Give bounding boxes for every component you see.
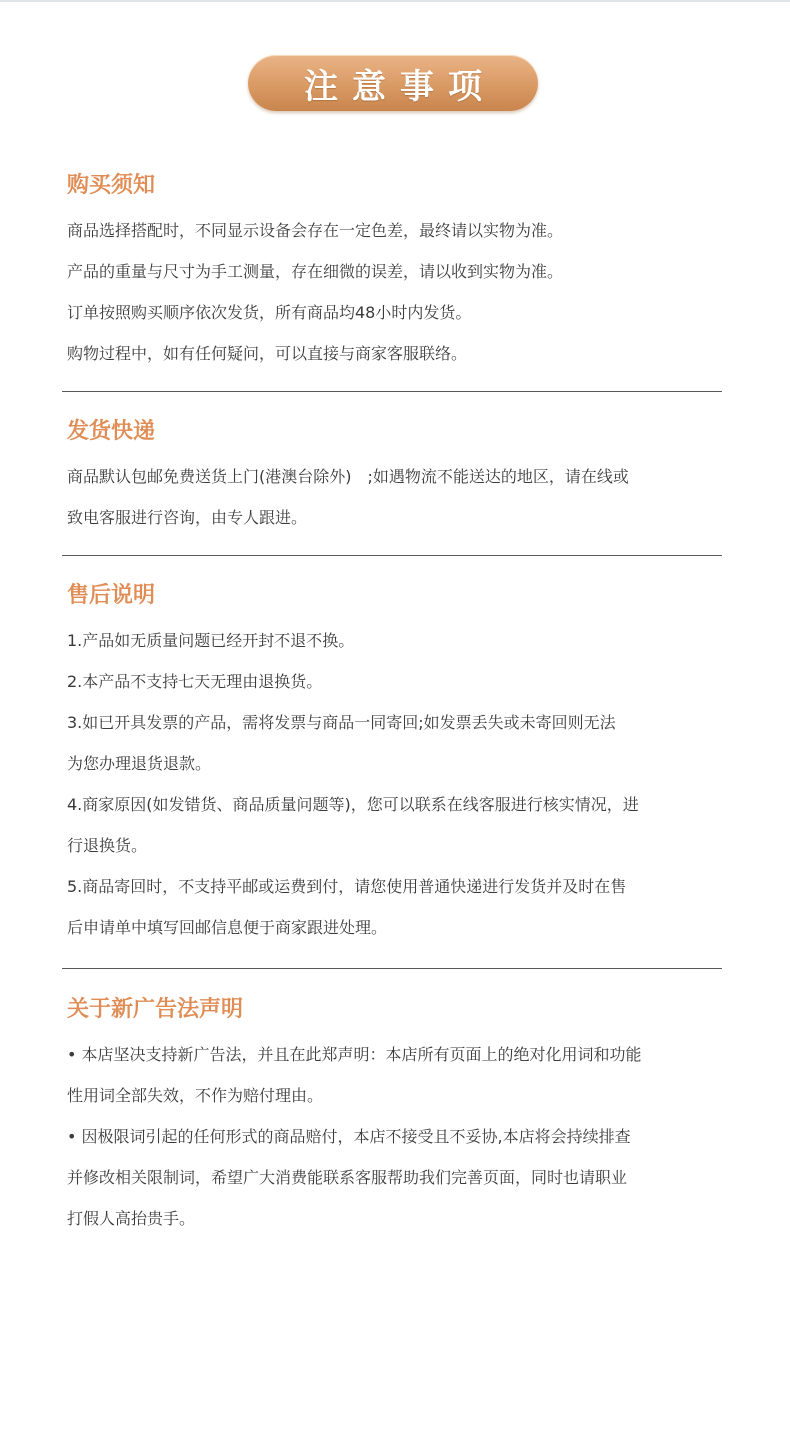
text-line: 1.产品如无质量问题已经开封不退不换。: [67, 631, 355, 650]
text-line: 购物过程中，如有任何疑问，可以直接与商家客服联络。: [67, 344, 468, 363]
section-divider: [62, 555, 722, 556]
section-divider: [62, 968, 722, 969]
section-after-sales: [67, 581, 727, 948]
section-ad-law-statement: [67, 995, 727, 1239]
title-banner: [248, 55, 538, 111]
text-line: 3.如已开具发票的产品，需将发票与商品一同寄回;如发票丢失或未寄回则无法: [67, 713, 616, 732]
section-title: 购买须知: [67, 173, 156, 198]
text-line: 订单按照购买顺序依次发货，所有商品均48小时内发货。: [67, 303, 472, 322]
text-line: • 本店坚决支持新广告法，并且在此郑声明：本店所有页面上的绝对化用词和功能: [67, 1045, 642, 1064]
text-line: 行退换货。: [67, 836, 148, 855]
section-divider: [62, 391, 722, 392]
section-shipping: [67, 417, 727, 538]
text-line: • 因极限词引起的任何形式的商品赔付，本店不接受且不妥协,本店将会持续排查: [67, 1127, 631, 1146]
text-line: 打假人高抬贵手。: [67, 1209, 196, 1228]
text-line: 为您办理退货退款。: [67, 754, 212, 773]
text-line: 性用词全部失效，不作为赔付理由。: [67, 1086, 324, 1105]
text-line: 致电客服进行咨询，由专人跟进。: [67, 508, 308, 527]
section-title: 售后说明: [67, 583, 156, 608]
text-line: 商品选择搭配时，不同显示设备会存在一定色差，最终请以实物为准。: [67, 221, 564, 240]
text-line: 产品的重量与尺寸为手工测量，存在细微的误差，请以收到实物为准。: [67, 262, 564, 281]
top-border: [0, 0, 790, 2]
text-line: 4.商家原因(如发错货、商品质量问题等)，您可以联系在线客服进行核实情况，进: [67, 795, 639, 814]
text-line: 5.商品寄回时，不支持平邮或运费到付，请您使用普通快递进行发货并及时在售: [67, 877, 627, 896]
text-line: 后申请单中填写回邮信息便于商家跟进处理。: [67, 918, 388, 937]
text-line: 商品默认包邮免费送货上门(港澳台除外) ;如遇物流不能送达的地区，请在线或: [67, 467, 629, 486]
text-line: 并修改相关限制词，希望广大消费能联系客服帮助我们完善页面，同时也请职业: [67, 1168, 628, 1187]
section-title: 关于新广告法声明: [67, 997, 244, 1022]
section-title: 发货快递: [67, 419, 156, 444]
section-purchase-notice: [67, 171, 727, 374]
text-line: 2.本产品不支持七天无理由退换货。: [67, 672, 323, 691]
page-title: 注意事项: [304, 66, 496, 107]
